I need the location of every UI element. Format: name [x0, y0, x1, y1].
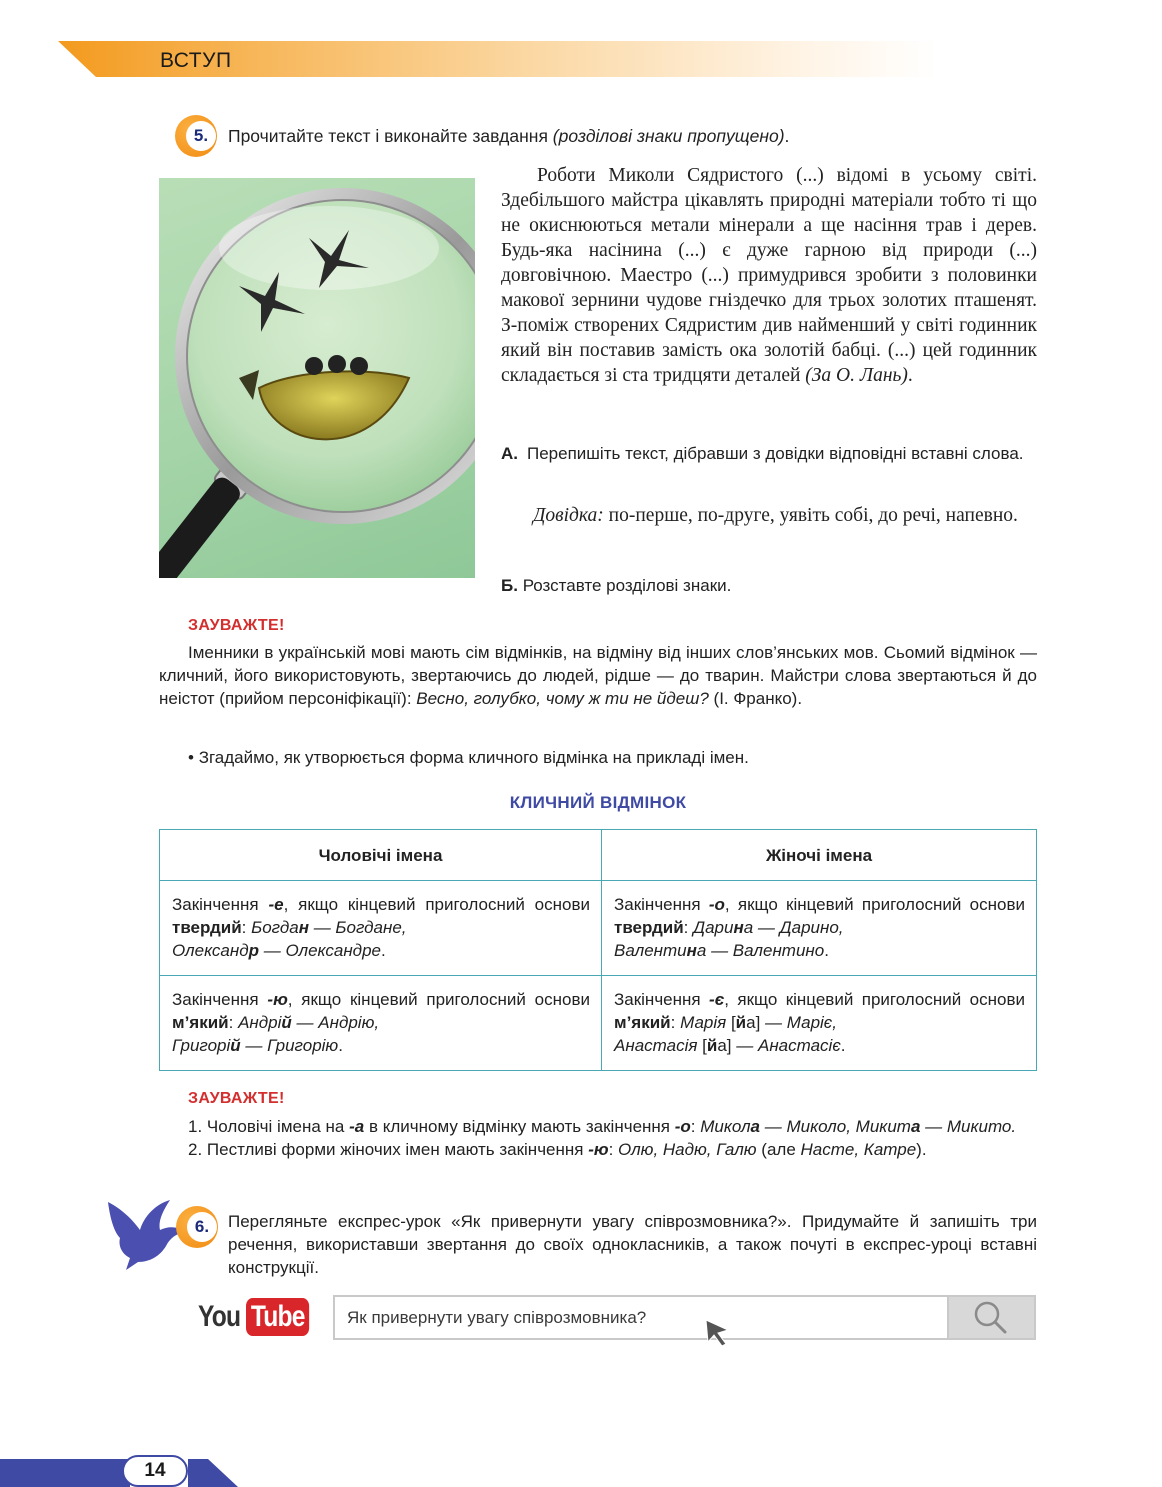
mouse-cursor-icon [704, 1318, 732, 1348]
note-1-text: Іменники в українській мові мають сім відмінків, на відміну від інших слов’янських мов. Сьомий відмінок — кличний, його використовують, звертаючись до людей, рідше — до тварин. Майстри слова звертаються й до неістот (прийом персоніфікації): Весно, голубко, чому ж ти не йдеш? (І. Франко). [159, 643, 1037, 708]
table-title: КЛИЧНИЙ ВІДМІНОК [509, 793, 687, 812]
table-row [160, 976, 1037, 1071]
task-5-passage: Роботи Миколи Сядристого (...) відомі в усьому світі. Здебільшого майстра цікавлять природні матеріали тобто ті що не окиснюються метали мінерали а ще насіння трав і дерев. Будь-яка насінина (...) є дуже гарною від природи (...) довговічною. Маестро (...) примудрився зробити з половинки макової зернини чудове гніздечко для трьох золотих пташенят. З-поміж створених Сядристим див найменший у світі годинник який він поставив замість ока золотій бабці. (...) цей годинник складається зі ста тридцяти деталей (За О. Лань). [501, 165, 1037, 386]
note-2-item-2: 2. Пестливі форми жіночих імен мають закінчення -ю: Олю, Надю, Галю (але Насте, Катре). [188, 1140, 927, 1159]
video-search-button[interactable] [949, 1295, 1036, 1340]
bullet-recall: • Згадаймо, як утворюється форма кличного відмінка на прикладі імен. [188, 748, 749, 767]
note-1-heading: ЗАУВАЖТЕ! [188, 617, 285, 634]
video-search-query: Як привернути увагу співрозмовника? [347, 1308, 647, 1327]
footer-bar [0, 1459, 130, 1487]
task-6-badge [176, 1206, 218, 1248]
search-icon [949, 1297, 1034, 1340]
section-title: ВСТУП [160, 49, 232, 72]
note-2-heading: ЗАУВАЖТЕ! [188, 1090, 285, 1107]
cell-female-soft: Закінчення -є, якщо кінцевий приголосний основи м’який: Марія [йа] — Маріє, Анастасія [йа] — Анастасіє. [602, 976, 1037, 1071]
pegasus-icon [104, 1196, 188, 1272]
footer-arrow [188, 1459, 238, 1487]
note-2-text [159, 1115, 1037, 1161]
table-row [160, 881, 1037, 976]
task-5-badge [175, 115, 217, 157]
vocative-case-table [159, 829, 1037, 1071]
magnifier-illustration [159, 178, 475, 578]
cell-male-soft: Закінчення -ю, якщо кінцевий приголосний основи м’який: Андрій — Андрію, Григорій — Григорію. [160, 976, 602, 1071]
task-5-reference: Довідка: по-перше, по-друге, уявіть собі, до речі, напевно. [533, 505, 1018, 526]
cell-male-hard: Закінчення -е, якщо кінцевий приголосний основи твердий: Богдан — Богдане, Олександр — Олександре. [160, 881, 602, 976]
task-5-instruction: Прочитайте текст і виконайте завдання (розділові знаки пропущено). [228, 126, 790, 146]
cell-female-hard: Закінчення -о, якщо кінцевий приголосний основи твердий: Дарина — Дарино, Валентина — Валентино. [602, 881, 1037, 976]
page-number: 14 [122, 1455, 188, 1487]
column-female-names: Жіночі імена [602, 830, 1037, 881]
table-header-row [160, 830, 1037, 881]
magnifier-icon [159, 178, 475, 578]
column-male-names: Чоловічі імена [160, 830, 602, 881]
task-6-text: Перегляньте експрес-урок «Як привернути увагу співрозмовника?». Придумайте й запишіть три речення, використавши звертання до своїх однокласників, а також почуті в експрес-уроці вставні конструкції. [228, 1212, 1037, 1277]
task-5-part-a: А. Перепишіть текст, дібравши з довідки відповідні вставні слова. [501, 444, 1024, 463]
note-2-item-1: 1. Чоловічі імена на -а в кличному відмінку мають закінчення -о: Микола — Миколо, Микита — Микито. [188, 1117, 1017, 1136]
task-5-number: 5. [186, 121, 216, 151]
task-5-part-b: Б. Розставте розділові знаки. [501, 576, 732, 595]
task-6-number: 6. [187, 1212, 217, 1242]
youtube-logo: You Tube [198, 1297, 323, 1337]
